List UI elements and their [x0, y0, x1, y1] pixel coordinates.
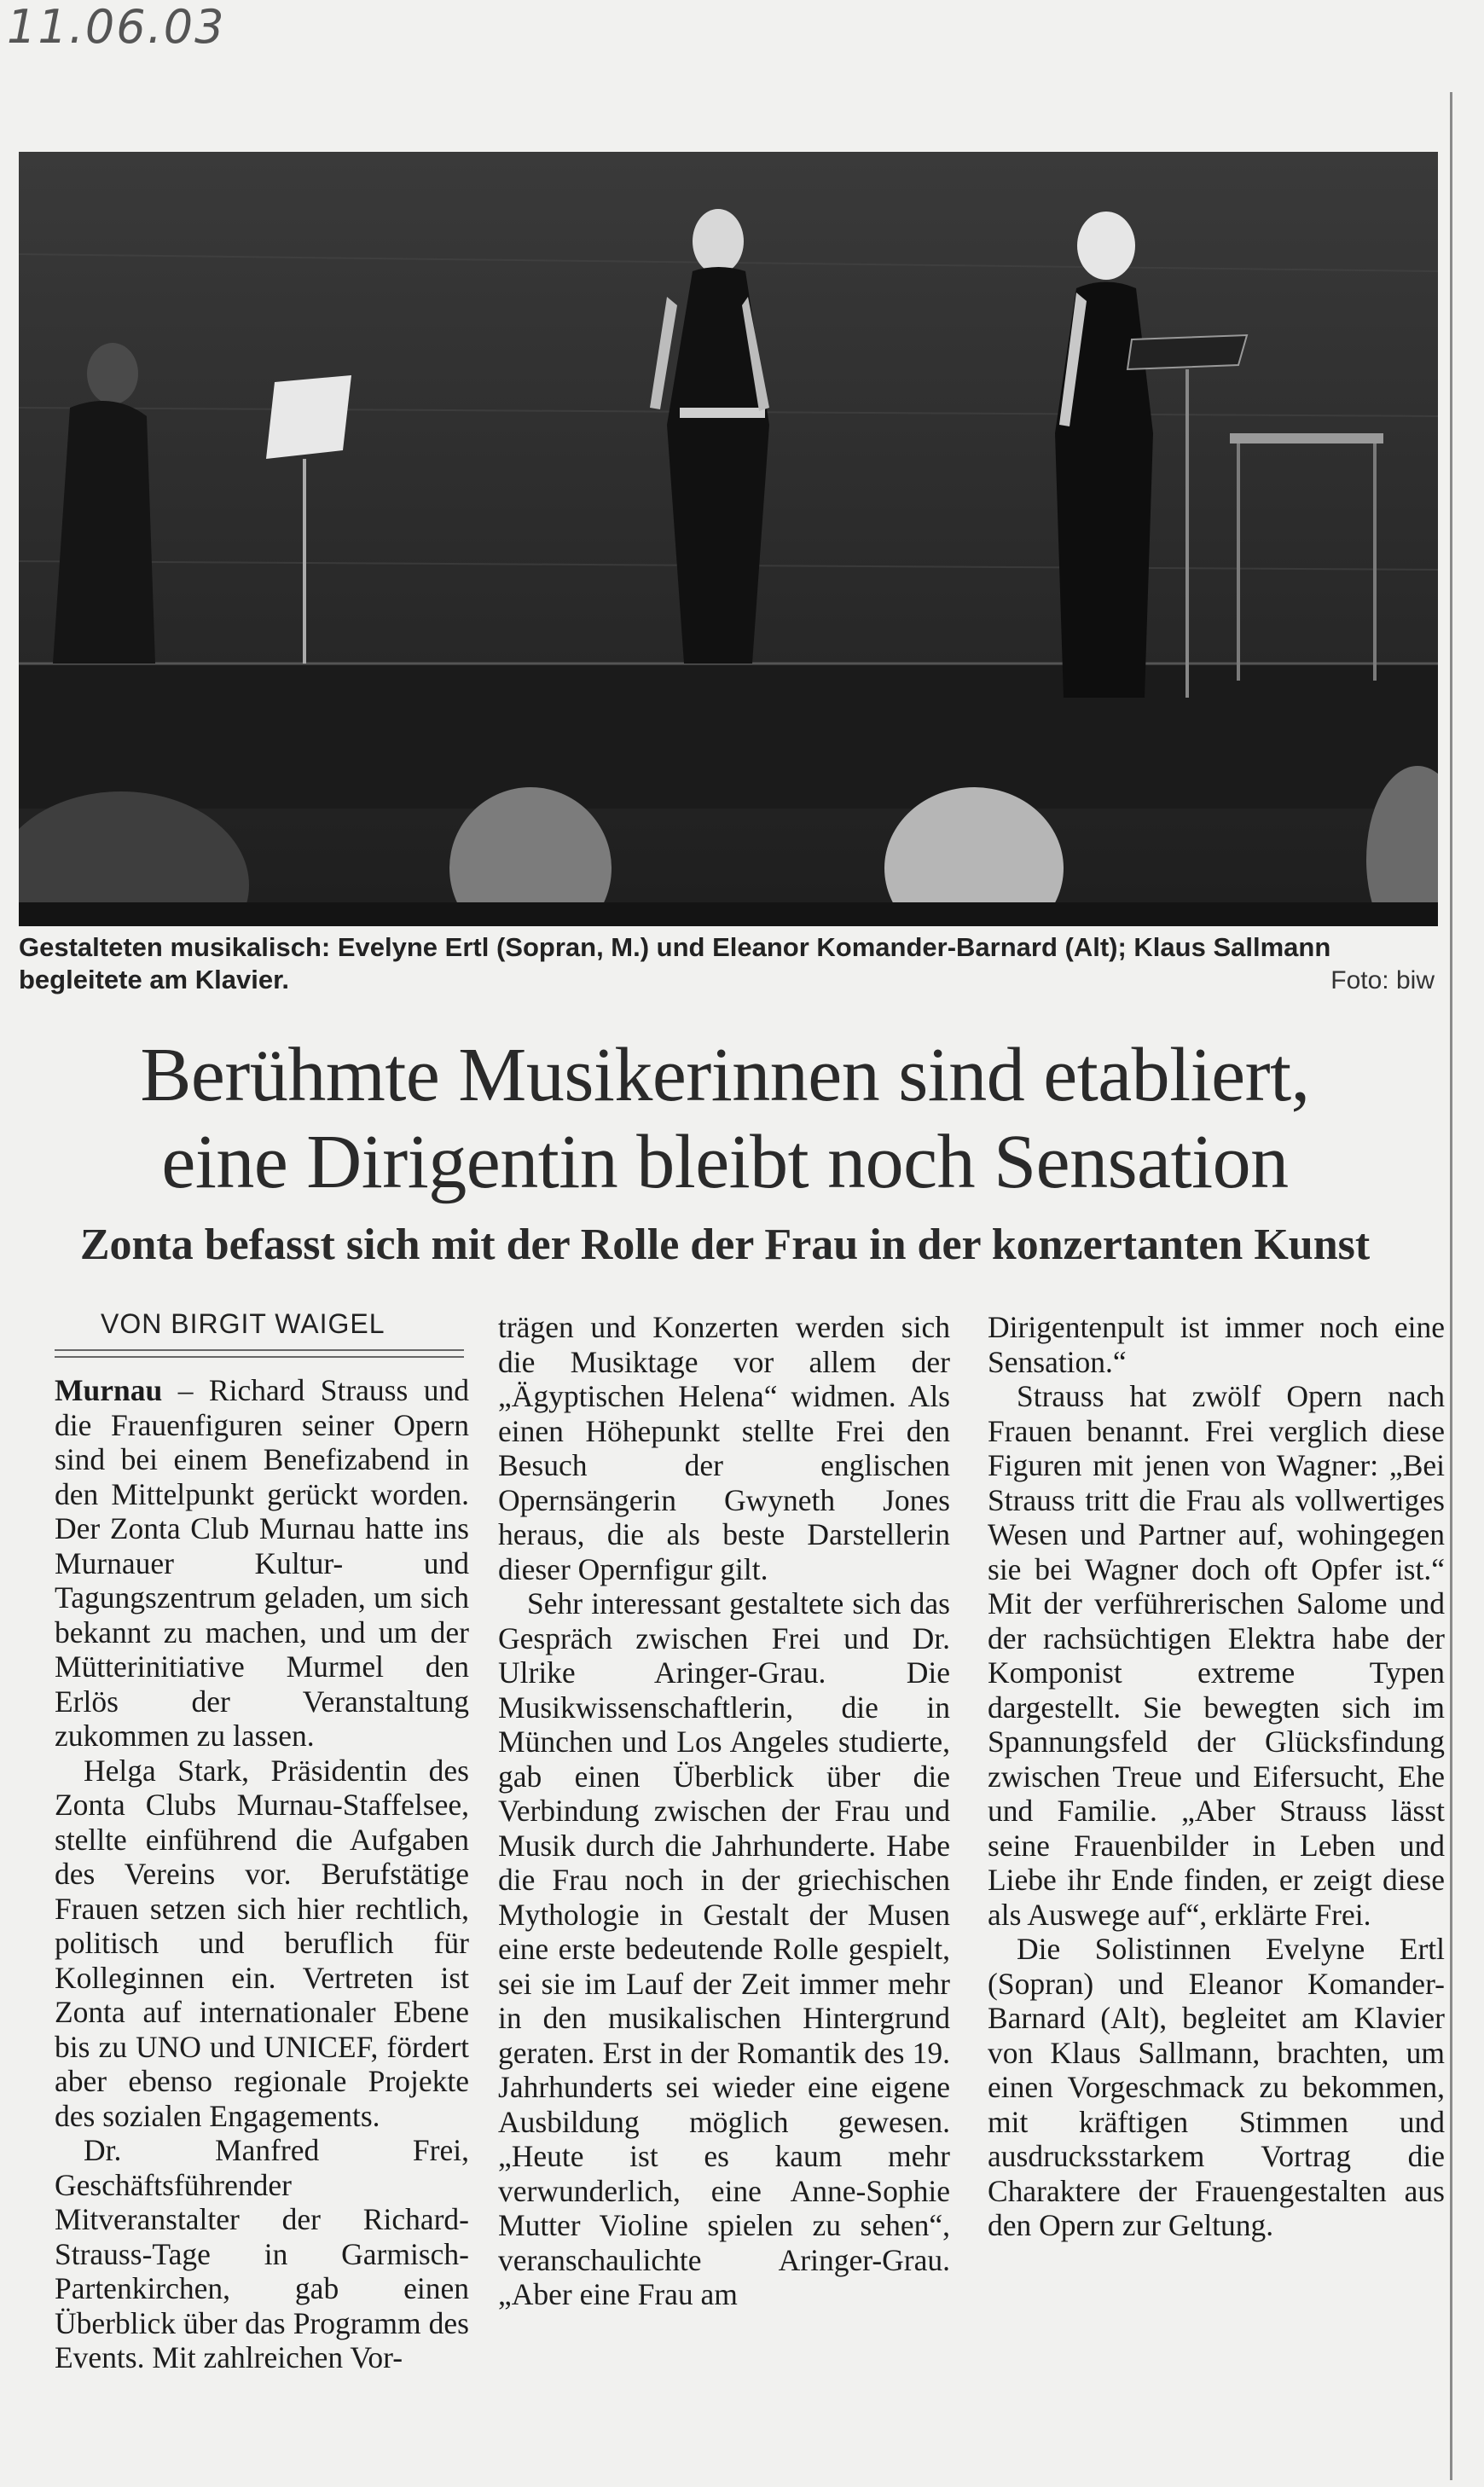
photo-credit: Foto: biw — [1330, 966, 1435, 994]
concert-photo-image — [19, 152, 1438, 926]
paragraph — [55, 1373, 469, 1754]
paragraph: Dr. Manfred Frei, Geschäftsführender Mitveranstalter der Richard-Strauss-Tage in Garmisch-Partenkirchen, gab einen Überblick über das Programm des Events. Mit zahlreichen Vor- — [55, 2133, 469, 2374]
byline: VON BIRGIT WAIGEL — [101, 1308, 385, 1339]
article-column-3 — [988, 1310, 1445, 2243]
paragraph: Dirigentenpult ist immer noch eine Sensation.“ — [988, 1310, 1445, 1379]
paragraph: Sehr interessant gestaltete sich das Gespräch zwischen Frei und Dr. Ulrike Aringer-Grau. Die Musikwissenschaftlerin, die in München und Los Angeles studierte, gab einen Überblick über die Verbindung zwischen der Frau und Musik durch die Jahrhunderte. Habe die Frau noch in der griechischen Mythologie in Gestalt der Musen eine erste bedeutende Rolle gespielt, sei sie im Lauf der Zeit immer mehr in den musikalischen Hintergrund geraten. Erst in der Romantik des 19. Jahrhunderts sei wieder eine eigene Ausbildung möglich gewesen. „Heute ist es kaum mehr verwunderlich, eine Anne-Sophie Mutter Violine spielen zu sehen“, veranschaulichte Aringer-Grau. „Aber eine Frau am — [498, 1586, 950, 2311]
headline-line-1: Berühmte Musikerinnen sind etabliert, — [140, 1033, 1310, 1117]
paragraph: trägen und Konzerten werden sich die Musiktage vor allem der „Ägyptischen Helena“ widmen. Als einen Höhepunkt stellte Frei den Besuch der englischen Opernsängerin Gwyneth Jones heraus, die als beste Darstellerin dieser Opernfigur gilt. — [498, 1310, 950, 1586]
scan-edge-line — [1450, 92, 1452, 2480]
paragraph-text: – Richard Strauss und die Frauenfiguren seiner Opern sind bei einem Benefizabend in den Mittelpunkt gerückt worden. Der Zonta Club Murnau hatte ins Murnauer Kultur- und Tagungszentrum geladen, um sich bekannt zu machen, und um der Mütterinitiative Murmel den Erlös der Veranstaltung zukommen zu lassen. — [55, 1373, 469, 1753]
article-column-2 — [498, 1310, 950, 2312]
subheadline: Zonta befasst sich mit der Rolle der Frau in der konzertanten Kunst — [79, 1220, 1371, 1269]
headline-line-2: eine Dirigentin bleibt noch Sensation — [161, 1120, 1289, 1204]
paragraph: Die Solistinnen Evelyne Ertl (Sopran) und Eleanor Komander-Barnard (Alt), begleitet am Klavier von Klaus Sallmann, brachten, um einen Vorgeschmack zu bekommen, mit kräftigen Stimmen und ausdrucksstarkem Vortrag die Charaktere der Frauengestalten aus den Opern zur Geltung. — [988, 1932, 1445, 2242]
paragraph: Strauss hat zwölf Opern nach Frauen benannt. Frei verglich diese Figuren mit jenen von Wagner: „Bei Strauss tritt die Frau als vollwertiges Wesen und Partner auf, wohingegen sie bei Wagner doch oft Opfer ist.“ Mit der verführerischen Salome und der rachsüchtigen Elektra habe der Komponist extreme Typen dargestellt. Sie bewegten sich im Spannungsfeld der Glücksfindung zwischen Treue und Eifersucht, Ehe und Familie. „Aber Strauss lässt seine Frauenbilder in Leben und Liebe ihr Ende finden, er zeigt diese als Auswege auf“, erklärte Frei. — [988, 1379, 1445, 1932]
article-column-1 — [55, 1373, 469, 2375]
concert-photo — [19, 152, 1438, 926]
byline-rule — [55, 1349, 464, 1358]
headline — [0, 1032, 1450, 1206]
photo-caption: Gestalteten musikalisch: Evelyne Ertl (Sopran, M.) und Eleanor Komander-Barnard (Alt); Klaus Sallmann begleitete am Klavier. — [19, 932, 1331, 994]
handwritten-date: 11.06.03 — [7, 0, 226, 54]
paragraph: Helga Stark, Präsidentin des Zonta Clubs Murnau-Staffelsee, stellte einführend die Aufgaben des Vereins vor. Berufstätige Frauen setzen sich hier rechtlich, politisch und beruflich für Kolleginnen ein. Vertreten ist Zonta auf internationaler Ebene bis zu UNO und UNICEF, fördert aber ebenso regionale Projekte des sozialen Engagements. — [55, 1753, 469, 2133]
dateline: Murnau — [55, 1373, 163, 1407]
